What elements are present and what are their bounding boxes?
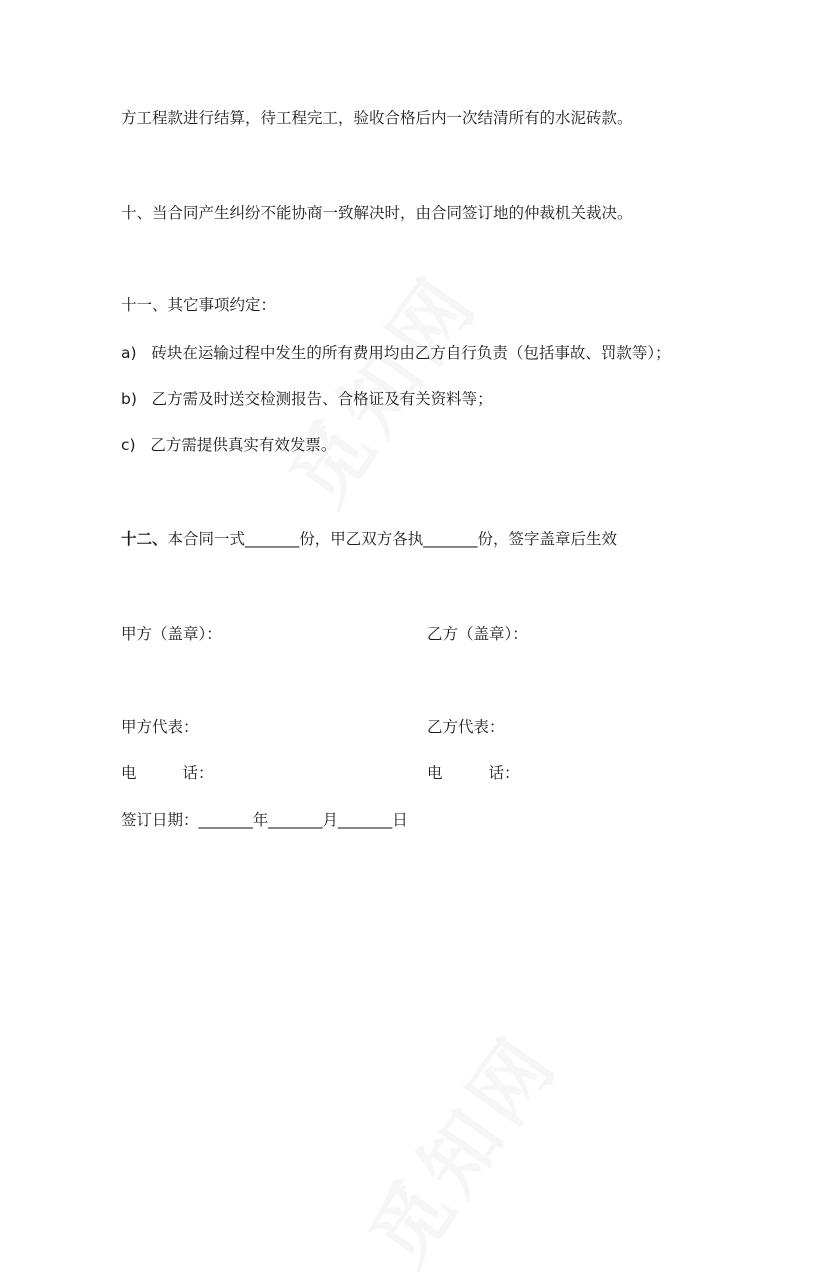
phone-label-part: 话：	[488, 764, 520, 782]
clause-12-text: 本合同一式_______份，甲乙双方各执_______份，签字盖章后生效	[167, 530, 618, 548]
party-a-phone-label	[121, 763, 214, 783]
clause-12-number: 十二、	[121, 530, 168, 548]
phone-label-part: 电	[427, 764, 443, 782]
watermark	[339, 1008, 579, 1284]
party-a-seal-label: 甲方（盖章）：	[121, 625, 222, 643]
phone-label-part: 电	[121, 764, 137, 782]
clause-11-a: a) 砖块在运输过程中发生的所有费用均由乙方自行负责（包括事故、罚款等）；	[121, 344, 671, 362]
watermark	[259, 248, 499, 524]
signing-date-label: 签订日期：_______年_______月_______日	[121, 811, 408, 829]
party-a-rep-label: 甲方代表：	[121, 718, 199, 736]
clause-11-b: b) 乙方需及时送交检测报告、合格证及有关资料等；	[121, 390, 493, 408]
clause-12	[121, 529, 617, 549]
phone-label-part: 话：	[182, 764, 214, 782]
clause-11-heading: 十一、其它事项约定：	[121, 296, 277, 314]
party-b-rep-label: 乙方代表：	[427, 718, 505, 736]
party-b-phone-label	[427, 763, 520, 783]
paragraph-payment: 方工程款进行结算，待工程完工，验收合格后内一次结清所有的水泥砖款。	[121, 109, 633, 127]
clause-10: 十、当合同产生纠纷不能协商一致解决时，由合同签订地的仲裁机关裁决。	[121, 204, 633, 222]
clause-11-c: c) 乙方需提供真实有效发票。	[121, 436, 337, 454]
party-b-seal-label: 乙方（盖章）：	[427, 625, 528, 643]
